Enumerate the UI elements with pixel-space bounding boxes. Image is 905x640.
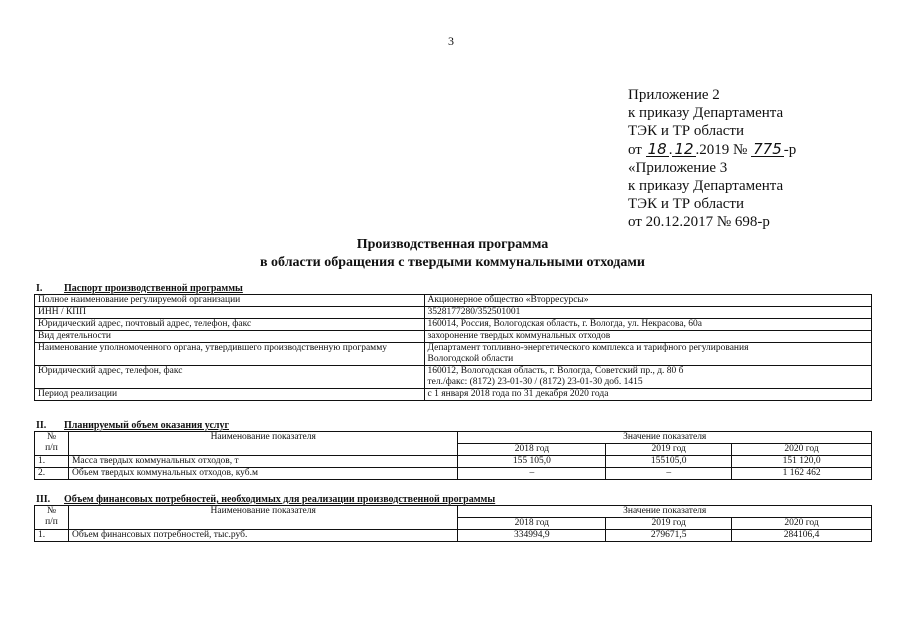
section-number: III. <box>36 494 51 505</box>
section-2-heading <box>36 420 229 431</box>
page-number: 3 <box>448 34 454 48</box>
passport-value <box>424 366 871 389</box>
passport-label: Период реализации <box>35 389 425 401</box>
handwritten-month: 12 <box>674 139 694 158</box>
row-number: 1. <box>35 530 69 542</box>
table-row <box>35 307 872 319</box>
document-title <box>0 236 905 272</box>
services-volume-table <box>34 431 872 480</box>
row-number: 1. <box>35 456 69 468</box>
title-line-2: в области обращения с твердыми коммунальными отходами <box>259 255 645 270</box>
section-number: I. <box>36 283 43 294</box>
appendix-line: Приложение 2 <box>628 87 720 103</box>
table-row <box>35 530 872 542</box>
table-row <box>35 366 872 389</box>
date-separator: . <box>668 141 673 158</box>
financial-needs-table <box>34 505 872 542</box>
col-value-header: Значение показателя <box>458 506 872 518</box>
passport-value: 160014, Россия, Вологодская область, г. Вологда, ул. Некрасова, 60а <box>424 319 871 331</box>
section-title: Объем финансовых потребностей, необходимых для реализации производственной программы <box>64 494 496 505</box>
passport-label: Вид деятельности <box>35 331 425 343</box>
year-header: 2018 год <box>458 518 606 530</box>
section-number: II. <box>36 420 47 431</box>
table-row <box>35 343 872 366</box>
section-3-heading <box>36 494 495 505</box>
passport-label: ИНН / КПП <box>35 307 425 319</box>
appendix-line: к приказу Департамента <box>628 178 784 195</box>
col-number-header: № п/п <box>35 432 69 456</box>
value-cell: 155 105,0 <box>458 456 606 468</box>
value-line: тел./факс: (8172) 23-01-30 / (8172) 23-01-30 доб. 1415 <box>427 377 643 387</box>
row-name: Масса твердых коммунальных отходов, т <box>68 456 458 468</box>
date-prefix: от <box>628 141 642 158</box>
value-line: Вологодской области <box>427 354 514 364</box>
col-name-header: Наименование показателя <box>68 432 458 456</box>
value-cell: 155105,0 <box>606 456 732 468</box>
section-1-heading <box>36 283 243 294</box>
passport-value <box>424 343 871 366</box>
appendix-line: ТЭК и ТР области <box>628 196 744 213</box>
table-row <box>35 468 872 480</box>
value-line: 160012, Вологодская область, г. Вологда, Советский пр., д. 80 б <box>427 366 684 376</box>
order-suffix: -р <box>783 141 797 158</box>
passport-label: Юридический адрес, почтовый адрес, телефон, факс <box>35 319 425 331</box>
row-name: Объем твердых коммунальных отходов, куб.м <box>68 468 458 480</box>
row-name: Объем финансовых потребностей, тыс.руб. <box>68 530 457 542</box>
col-name-header: Наименование показателя <box>68 506 457 530</box>
year-header: 2019 год <box>606 518 732 530</box>
col-value-header: Значение показателя <box>458 432 872 444</box>
section-title: Планируемый объем оказания услуг <box>64 420 230 431</box>
date-year-number-label: .2019 № <box>695 141 748 158</box>
value-cell: 279671,5 <box>606 530 732 542</box>
section-title: Паспорт производственной программы <box>64 283 243 294</box>
year-header: 2018 год <box>458 444 606 456</box>
table-header-row <box>35 432 872 444</box>
appendix-line: от 20.12.2017 № 698-р <box>628 214 770 231</box>
passport-value: с 1 января 2018 года по 31 декабря 2020 года <box>424 389 871 401</box>
value-cell: 334994,9 <box>458 530 606 542</box>
passport-label: Наименование уполномоченного органа, утвердившего производственную программу <box>35 343 425 366</box>
table-row <box>35 319 872 331</box>
appendix-line: к приказу Департамента <box>628 105 784 122</box>
appendix-line: «Приложение 3 <box>628 159 728 176</box>
value-line: Департамент топливно-энергетического комплекса и тарифного регулирования <box>427 343 749 353</box>
appendix-line: ТЭК и ТР области <box>628 123 744 140</box>
passport-table <box>34 294 872 401</box>
value-cell: 284106,4 <box>732 530 872 542</box>
passport-value: 3528177280/352501001 <box>424 307 871 319</box>
appendix-date-line <box>628 141 796 159</box>
col-number-header: № п/п <box>35 506 69 530</box>
value-cell: – <box>458 468 606 480</box>
value-cell: 1 162 462 <box>732 468 872 480</box>
table-row <box>35 295 872 307</box>
handwritten-day: 18 <box>647 139 667 158</box>
year-header: 2020 год <box>732 518 872 530</box>
year-header: 2019 год <box>606 444 732 456</box>
passport-value: Акционерное общество «Вторресурсы» <box>424 295 871 307</box>
handwritten-order-number: 775 <box>753 139 782 158</box>
appendix-block <box>628 86 796 232</box>
table-row <box>35 331 872 343</box>
passport-value: захоронение твердых коммунальных отходов <box>424 331 871 343</box>
row-number: 2. <box>35 468 69 480</box>
passport-label: Полное наименование регулируемой организации <box>35 295 425 307</box>
table-row <box>35 456 872 468</box>
table-header-row <box>35 506 872 518</box>
value-cell: – <box>606 468 732 480</box>
year-header: 2020 год <box>732 444 872 456</box>
title-line-1: Производственная программа <box>356 237 549 252</box>
passport-label: Юридический адрес, телефон, факс <box>35 366 425 389</box>
value-cell: 151 120,0 <box>732 456 872 468</box>
table-row <box>35 389 872 401</box>
